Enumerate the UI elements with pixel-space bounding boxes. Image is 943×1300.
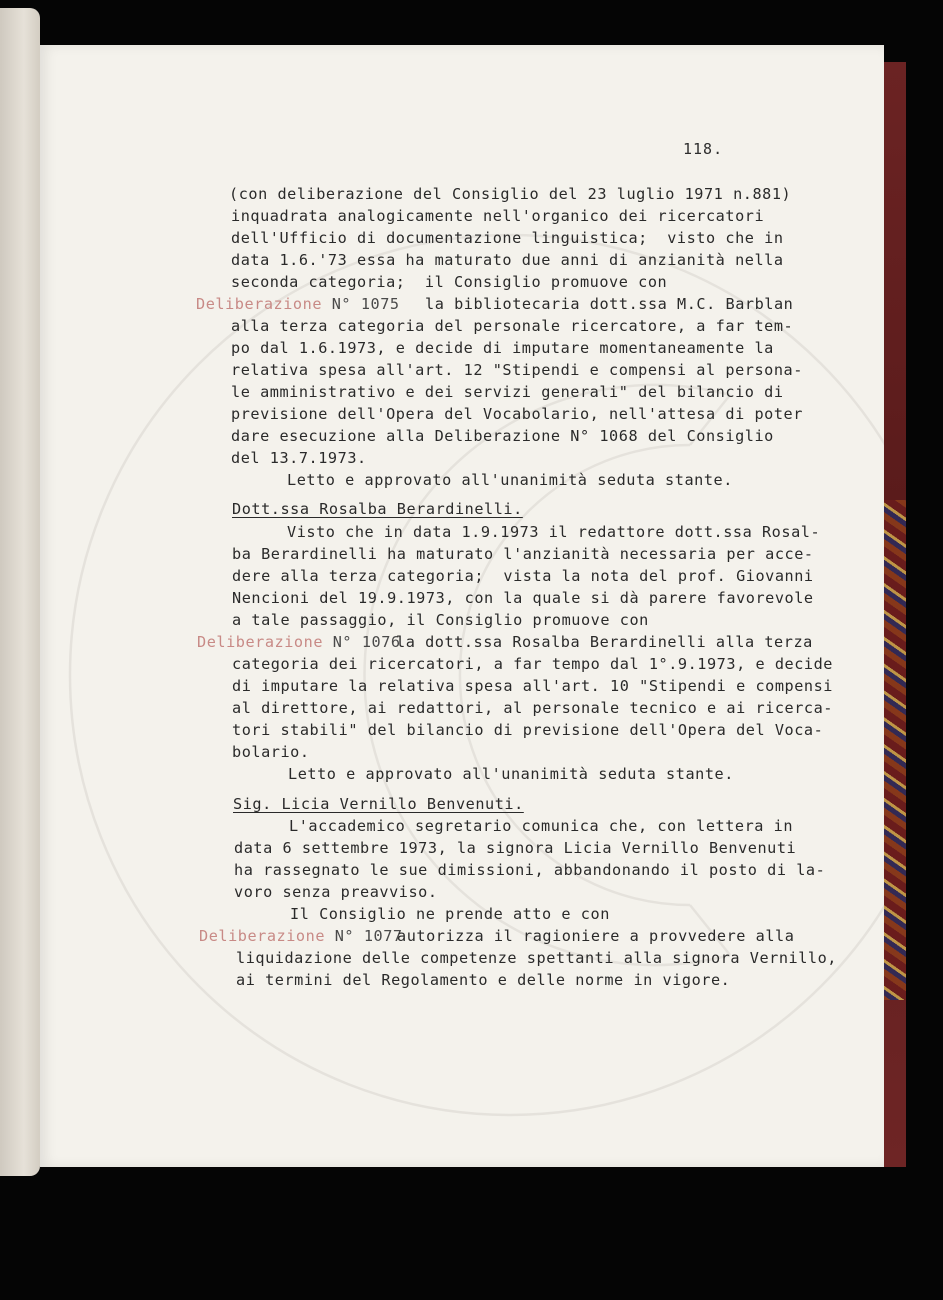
page-number: 118.: [683, 140, 724, 158]
text-line: (con deliberazione del Consiglio del 23 luglio 1971 n.881): [229, 185, 792, 203]
text-line: dell'Ufficio di documentazione linguistica; visto che in: [231, 229, 784, 247]
text-line: Letto e approvato all'unanimità seduta stante.: [288, 765, 734, 783]
text-line: relativa spesa all'art. 12 "Stipendi e compensi al persona-: [231, 361, 803, 379]
text-line: categoria dei ricercatori, a far tempo dal 1°.9.1973, e decide: [232, 655, 834, 673]
text-line: po dal 1.6.1973, e decide di imputare momentaneamente la: [231, 339, 774, 357]
text-line: le amministrativo e dei servizi generali" del bilancio di: [231, 383, 784, 401]
text-line: ba Berardinelli ha maturato l'anzianità necessaria per acce-: [232, 545, 814, 563]
margin-deliberazione-label: Deliberazione N° 1077: [199, 927, 403, 945]
text-line: alla terza categoria del personale ricercatore, a far tem-: [231, 317, 794, 335]
text-line: data 1.6.'73 essa ha maturato due anni di anzianità nella: [231, 251, 784, 269]
text-line: Visto che in data 1.9.1973 il redattore dott.ssa Rosal-: [287, 523, 821, 541]
text-line: del 13.7.1973.: [231, 449, 367, 467]
section-heading: Sig. Licia Vernillo Benvenuti.: [233, 795, 524, 813]
text-line: ai termini del Regolamento e delle norme in vigore.: [236, 971, 731, 989]
text-line: dere alla terza categoria; vista la nota del prof. Giovanni: [232, 567, 814, 585]
text-line: a tale passaggio, il Consiglio promuove con: [232, 611, 649, 629]
margin-deliberazione-label: Deliberazione N° 1075: [196, 295, 400, 313]
text-line: inquadrata analogicamente nell'organico dei ricercatori: [231, 207, 765, 225]
text-line: la dott.ssa Rosalba Berardinelli alla terza: [396, 633, 813, 651]
text-line: Nencioni del 19.9.1973, con la quale si dà parere favorevole: [232, 589, 814, 607]
text-line: data 6 settembre 1973, la signora Licia Vernillo Benvenuti: [234, 839, 797, 857]
text-line: al direttore, ai redattori, al personale tecnico e ai ricerca-: [232, 699, 834, 717]
text-line: dare esecuzione alla Deliberazione N° 1068 del Consiglio: [231, 427, 774, 445]
text-line: Il Consiglio ne prende atto e con: [290, 905, 610, 923]
text-line: Letto e approvato all'unanimità seduta stante.: [287, 471, 733, 489]
margin-deliberazione-label: Deliberazione N° 1076: [197, 633, 401, 651]
text-line: previsione dell'Opera del Vocabolario, nell'attesa di poter: [231, 405, 803, 423]
text-line: seconda categoria; il Consiglio promuove con: [231, 273, 668, 291]
section-heading: Dott.ssa Rosalba Berardinelli.: [232, 500, 523, 518]
text-line: voro senza preavviso.: [234, 883, 438, 901]
text-line: la bibliotecaria dott.ssa M.C. Barblan: [425, 295, 794, 313]
text-line: ha rassegnato le sue dimissioni, abbandonando il posto di la-: [234, 861, 826, 879]
text-line: liquidazione delle competenze spettanti alla signora Vernillo,: [236, 949, 838, 967]
text-line: bolario.: [232, 743, 310, 761]
text-line: tori stabili" del bilancio di previsione dell'Opera del Voca-: [232, 721, 824, 739]
text-line: autorizza il ragioniere a provvedere alla: [397, 927, 795, 945]
left-page-edge: [0, 8, 40, 1176]
text-line: di imputare la relativa spesa all'art. 10 "Stipendi e compensi: [232, 677, 834, 695]
text-line: L'accademico segretario comunica che, con lettera in: [289, 817, 794, 835]
